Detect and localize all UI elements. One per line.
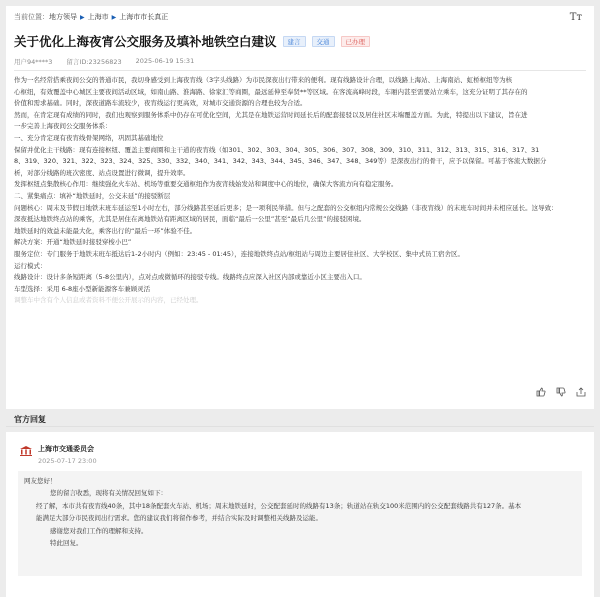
status-badge: 已办理 xyxy=(341,36,371,47)
breadcrumb xyxy=(14,6,586,28)
body-paragraph: 解决方案：开通“地铁延时接驳穿梭小巴” xyxy=(14,238,132,247)
divider xyxy=(14,70,586,71)
body-paragraph: 析，对部分线路的班次密度、站点设置进行微调，提升效率。 xyxy=(14,168,190,177)
body-paragraph: 运行模式： xyxy=(14,261,47,270)
body-paragraph: 车型选择：采用 6-8座小型新能源客车兼顾灵活 xyxy=(14,284,151,293)
department-name: 上海市交通委员会 xyxy=(38,445,94,453)
like-icon[interactable] xyxy=(536,387,546,400)
share-icon[interactable] xyxy=(576,387,586,400)
body-paragraph: 发挥枢纽点集散核心作用：继续强化火车站、机场等重要交通枢纽作为夜宵线始发站和调度中心的地位，确保大客流方向有稳定服务。 xyxy=(14,180,398,189)
user-name: 用户94****3 xyxy=(14,57,53,66)
page-title: 关于优化上海夜宵公交服务及填补地铁空白建议 xyxy=(14,34,277,49)
reply-line: 您的留言收悉，现将有关情况回复如下： xyxy=(50,489,167,498)
body-paragraph: 然而，在肯定现有成绩的同时，我们也观察到服务体系中仍存在可优化空间，尤其是在地铁运营时间延长后的配套接驳以及居住社区末端覆盖方面。为此，特提出以下建议，旨在进 xyxy=(14,110,528,119)
dislike-icon[interactable] xyxy=(556,387,566,400)
body-paragraph: 一、充分肯定现有夜宵线骨架网络，巩固其基础地位 xyxy=(14,133,164,142)
message-meta xyxy=(14,55,586,67)
reply-card xyxy=(6,432,594,597)
reply-line: 特此回复。 xyxy=(50,539,83,548)
message-body xyxy=(14,75,586,307)
title-row xyxy=(14,32,586,50)
body-paragraph: 二、紧集痛点：填补“地铁延时，公交未延”的接驳断层 xyxy=(14,191,171,200)
chevron-right-icon: ▶ xyxy=(80,13,85,21)
body-paragraph: 心枢纽，有效覆盖中心城区主要夜间活动区域，如南山路、淮海路、徐家汇等商圈，最远延伸至奉贤**等区域。在客流高峰时段，车厢内甚至需要站立乘车，这充分证明了其存在的 xyxy=(14,87,528,96)
font-size-toggle-icon[interactable]: Tт xyxy=(569,12,582,23)
body-paragraph: 线路设计：设计多条短距离（5-8公里内），点对点或微循环的接驳专线。线路终点应深入社区内部或靠近小区主要出入口。 xyxy=(14,273,366,282)
reply-line: 网友您好！ xyxy=(24,477,57,485)
body-paragraph: 问题核心：周末及节假日地铁末班车延运至1小时左右，部分线路甚至延后更多；是一项利民举措。但与之配套的公交枢纽内常规公交线路（非夜宵线）的末班车时间并未相应延长。这导致： xyxy=(14,203,558,212)
reply-date: 2025-07-17 23:00 xyxy=(38,457,97,465)
reply-line: 感谢您对我们工作的理解和支持。 xyxy=(50,526,148,535)
message-id: 留言ID:23256823 xyxy=(66,57,122,66)
chevron-right-icon: ▶ xyxy=(111,13,117,21)
reply-line: 经了解，本市共有夜宵线40条，其中18条配套火车站、机场；周末地铁延时，公交配套延时的线路有13条；轨道站在轨交100米范围内的公交配套线路共有127条。基本 xyxy=(36,501,522,510)
reply-content xyxy=(18,471,582,576)
breadcrumb-label: 当前位置： xyxy=(14,13,49,21)
breadcrumb-item-leaders[interactable]: 地方领导 xyxy=(49,13,77,21)
reply-line: 能满足大部分市民夜间出行需求。您的建议我们将留作参考，并结合实际及时调整相关线路及运能。 xyxy=(36,514,322,523)
body-paragraph: 8、319、320、321、322、323、324、325、330、332、340、341、342、343、344、345、346、347、348、349等）是深夜出行的骨干，应予以保留。可基于客流大数据分 xyxy=(14,157,547,166)
government-building-icon xyxy=(20,446,32,456)
body-paragraph: 作为一名经常搭乘夜间公交的普通市民，我切身感受到上海夜宵线（3字头线路）为市民深夜出行带来的便利。现有线路设计合理，以线路上海站、上海南站、虹桥枢纽等为核 xyxy=(14,76,513,84)
divider xyxy=(6,426,594,427)
body-paragraph: 深夜抵达地铁终点站的乘客，尤其是居住在离地铁站有距离区域的居民，面临“最后一公里”甚至“最后几公里”的接驳困境。 xyxy=(14,215,366,224)
privacy-note: 调整车中含有个人信息或者资料不便公开展示的内容，已经处理。 xyxy=(14,296,203,305)
breadcrumb-item-shanghai[interactable]: 上海市 xyxy=(87,13,109,21)
breadcrumb-item-mayor[interactable]: 上海市市长真正 xyxy=(119,13,169,21)
message-date: 2025-06-19 15:31 xyxy=(135,57,195,65)
official-reply-heading: 官方回复 xyxy=(14,415,46,424)
tag-traffic: 交通 xyxy=(312,36,335,47)
body-paragraph: 地铁延时的效益未能最大化，乘客出行的“最后一环”体验不佳。 xyxy=(14,226,197,235)
reply-header xyxy=(14,444,586,465)
tag-suggestion: 建言 xyxy=(283,36,306,47)
body-paragraph: 一步完善上海夜间公交服务体系： xyxy=(14,122,112,131)
body-paragraph: 保留并优化主干线路：现有连接枢纽、覆盖主要商圈和主干道的夜宵线（如301、302、303、304、305、306、307、308、309、310、311、312、313、315、316、317、31 xyxy=(14,145,540,154)
body-paragraph: 服务定位：专门服务于地铁末班车抵达后1-2小时内（例如：23:45 - 01:45），连接地铁终点站/枢纽站与周边主要居住社区、大学校区、集中式员工宿舍区。 xyxy=(14,249,464,258)
body-paragraph: 价值和需求基础。同时，深夜道路车流较少，夜宵线运行更高效，对城市交通资源的合理也较为合适。 xyxy=(14,99,307,108)
action-bar xyxy=(536,387,586,400)
message-card xyxy=(6,6,594,409)
